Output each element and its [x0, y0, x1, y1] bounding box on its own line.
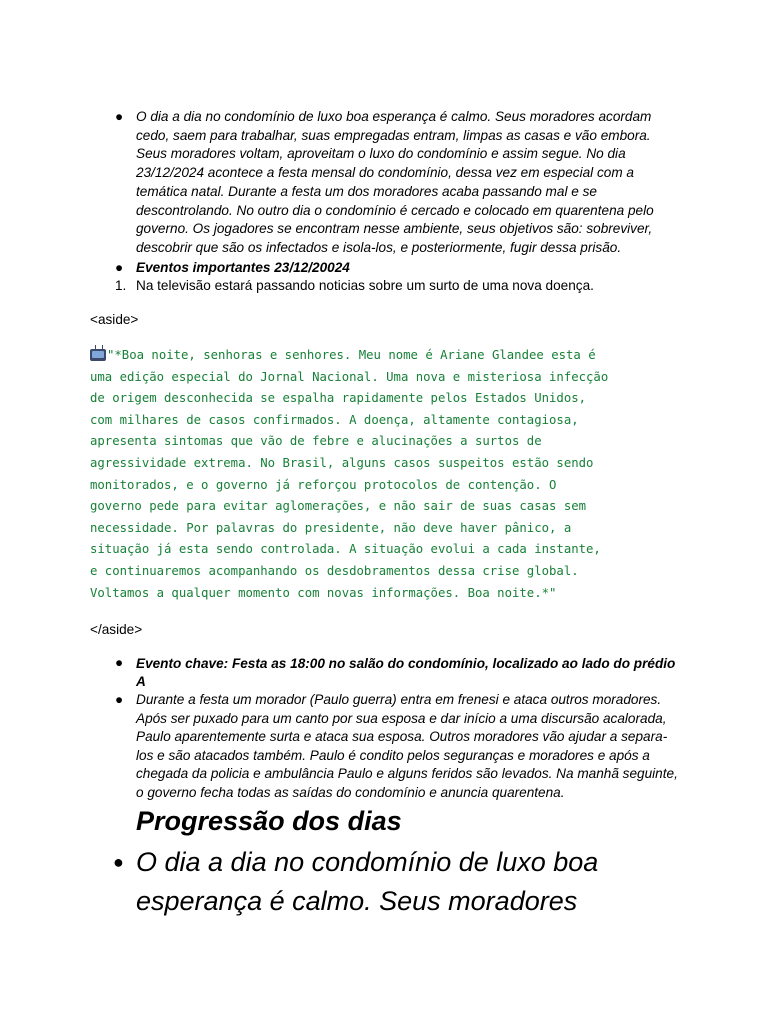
- section-heading: Progressão dos dias: [136, 806, 402, 836]
- events-heading: Eventos importantes 23/12/20024: [136, 260, 350, 275]
- numbered-item: [115, 277, 594, 295]
- list-number: 1.: [115, 278, 127, 293]
- large-paragraph: O dia a dia no condomínio de luxo boa esperança é calmo. Seus moradores: [136, 847, 599, 916]
- aside-close-tag: </aside>: [90, 622, 143, 637]
- news-broadcast-body: "*Boa noite, senhoras e senhores. Meu nome é Ariane Glandee esta é uma edição especial do Jornal Nacional. Uma nova e misteriosa infecção de origem desconhecida se espalha rapidamente pelos Estados Unidos, com milhares de casos confirmados. A doença, altamente contagiosa, apresenta sintomas que vão de febre e alucinações a surtos de agressividade extrema. No Brasil, alguns casos suspeitos estão sendo monitorados, e o governo já reforçou protocolos de contenção. O governo pede para evitar aglomerações, e não sair de suas casas sem necessidade. Por palavras do presidente, não deve haver pânico, a situação já esta sendo controlada. A situação evolui a cada instante, e continuaremos acompanhando os desdobramentos dessa crise global. Voltamos a qualquer momento com novas informações. Boa noite.*": [90, 348, 609, 600]
- bullet-marker: ●: [115, 260, 124, 275]
- bullet-marker: ●: [115, 109, 124, 124]
- key-event-text: Evento chave: Festa as 18:00 no salão do condomínio, localizado ao lado do prédio A: [136, 656, 676, 689]
- news-broadcast-text: [90, 345, 690, 604]
- party-description: Durante a festa um morador (Paulo guerra) entra em frenesi e ataca outros moradores. Após ser puxado para um canto por sua esposa e dar início a uma discursão acalorada, Paulo aparentemente surta e ataca sua esposa. Outros moradores vão ajudar a separa-los e são atacados também. Paulo é condito pelos seguranças e moradores e após a chegada da policia e ambulância Paulo e alguns feridos são levados. Na manhã seguinte, o governo fecha todas as saídas do condomínio e anuncia quarentena.: [136, 692, 678, 800]
- aside-open-tag: <aside>: [90, 312, 139, 327]
- intro-paragraph: O dia a dia no condomínio de luxo boa esperança é calmo. Seus moradores acordam cedo, saem para trabalhar, suas empregadas entram, limpas as casas e vão embora. Seus moradores voltam, aproveitam o luxo do condomínio e assim segue. No dia 23/12/2024 acontece a festa mensal do condomínio, dessa vez em especial com a temática natal. Durante a festa um dos moradores acaba passando mal e se descontrolando. No outro dia o condomínio é cercado e colocado em quarentena pelo governo. Os jogadores se encontram nesse ambiente, seus objetivos são: sobreviver, descobrir que são os infectados e isola-los, e posteriormente, fugir dessa prisão.: [136, 109, 654, 255]
- bullet-marker: ●: [113, 852, 124, 872]
- bullet-marker: ●: [115, 655, 124, 670]
- numbered-item-text: Na televisão estará passando noticias sobre um surto de uma nova doença.: [136, 278, 594, 293]
- tv-icon: [90, 349, 106, 361]
- bullet-marker: ●: [115, 692, 124, 707]
